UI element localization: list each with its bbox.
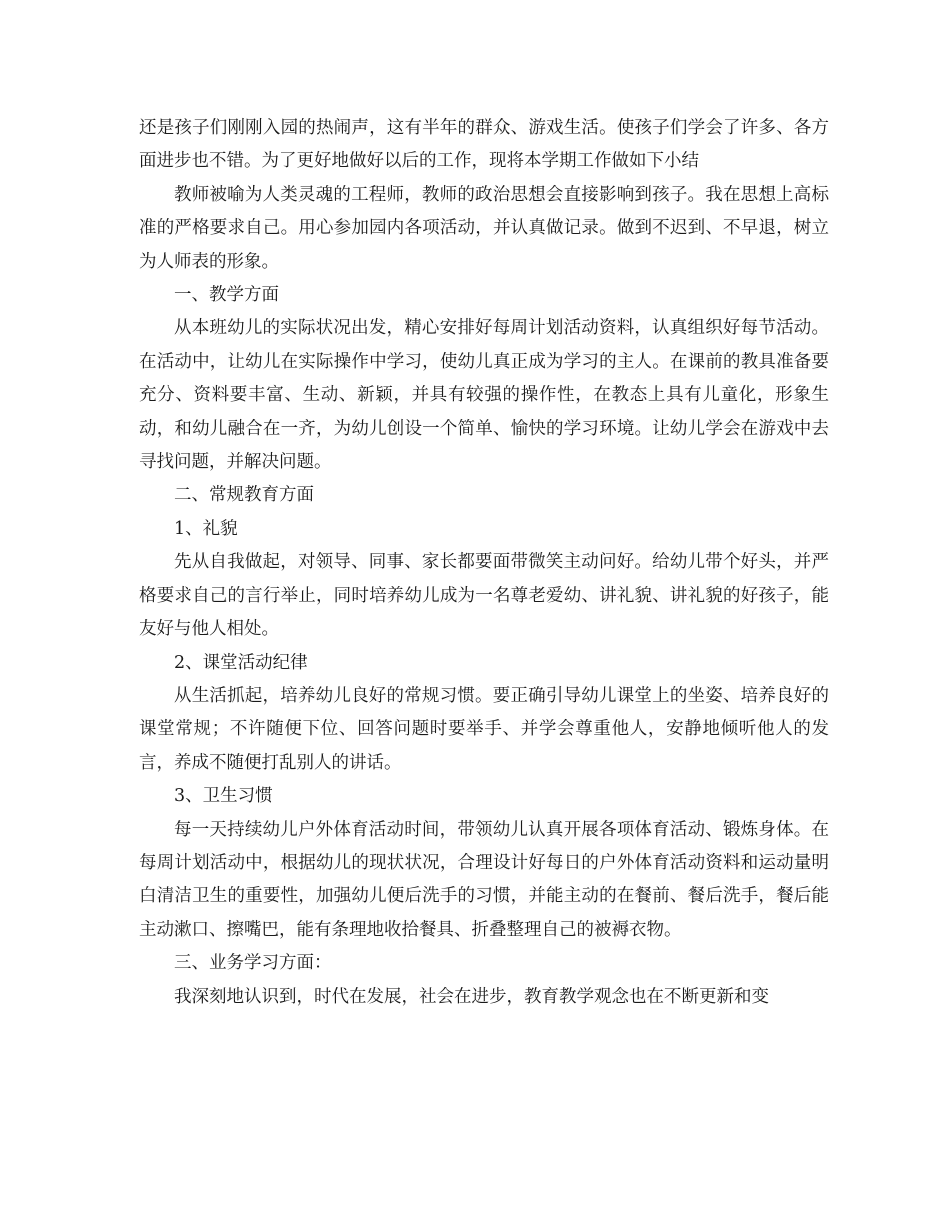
section-heading-routine-education: 二、常规教育方面 (174, 485, 314, 506)
paragraph-hygiene: 每一天持续幼儿户外体育活动时间，带领幼儿认真开展各项体育活动、锻炼身体。在每周计划活动中，根据幼儿的现状状况，合理设计好每日的户外体育活动资料和运动量明白清洁卫生的重要性，加强幼儿便后洗手的习惯，并能主动的在餐前、餐后洗手，餐后能主动漱口、擦嘴巴，能有条理地收拾餐具、折叠整理自己的被褥衣物。 (139, 819, 829, 940)
subheading-courtesy: 1、礼貌 (174, 518, 238, 539)
document-body (139, 112, 829, 1014)
paragraph-teaching: 从本班幼儿的实际状况出发，精心安排好每周计划活动资料，认真组织好每节活动。在活动中，让幼儿在实际操作中学习，使幼儿真正成为学习的主人。在课前的教具准备要充分、资料要丰富、生动、新颖，并具有较强的操作性，在教态上具有儿童化，形象生动，和幼儿融合在一齐，为幼儿创设一个简单、愉快的学习环境。让幼儿学会在游戏中去寻找问题，并解决问题。 (139, 318, 829, 473)
paragraph-courtesy: 先从自我做起，对领导、同事、家长都要面带微笑主动问好。给幼儿带个好头，并严格要求自己的言行举止，同时培养幼儿成为一名尊老爱幼、讲礼貌、讲礼貌的好孩子，能友好与他人相处。 (139, 552, 829, 640)
paragraph-political-thought: 教师被喻为人类灵魂的工程师，教师的政治思想会直接影响到孩子。我在思想上高标准的严格要求自己。用心参加园内各项活动，并认真做记录。做到不迟到、不早退，树立为人师表的形象。 (139, 184, 829, 272)
paragraph-professional-study: 我深刻地认识到，时代在发展，社会在进步，教育教学观念也在不断更新和变 (174, 986, 769, 1007)
section-heading-teaching: 一、教学方面 (174, 285, 279, 306)
paragraph-intro: 还是孩子们刚刚入园的热闹声，这有半年的群众、游戏生活。使孩子们学会了许多、各方面进步也不错。为了更好地做好以后的工作，现将本学期工作做如下小结 (139, 118, 829, 172)
subheading-classroom-discipline: 2、课堂活动纪律 (174, 652, 308, 673)
paragraph-classroom-discipline: 从生活抓起，培养幼儿良好的常规习惯。要正确引导幼儿课堂上的坐姿、培养良好的课堂常规；不许随便下位、回答问题时要举手、并学会尊重他人，安静地倾听他人的发言，养成不随便打乱别人的讲话。 (139, 685, 829, 773)
section-heading-professional-study: 三、业务学习方面： (174, 953, 332, 974)
subheading-hygiene: 3、卫生习惯 (174, 786, 273, 807)
